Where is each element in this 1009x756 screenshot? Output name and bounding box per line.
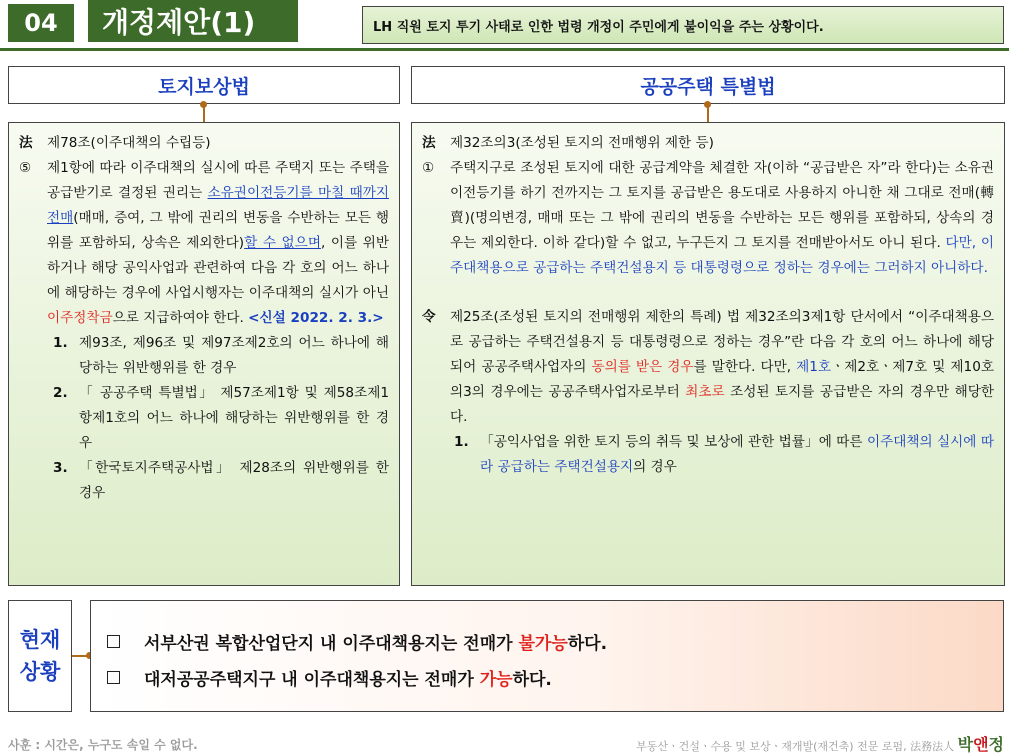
paragraph-text: 주택지구로 조성된 토지에 대한 공급계약을 체결한 자(이하 “공급받은 자”라 한다)는 소유권 이전등기를 하기 전까지는 그 토지를 공급받은 용도대로 사용하지 아니한 채 그대로 전매(轉賣)(명의변경, 매매 또는 그 밖에 권리의 변동을 수반하는 모든 행위를 포함하되, 상속의 경우는 제외한다. 이하 같다)할 수 없고, 누구든지 그 토지를 전매받아서도 아니 된다. 다만, 이주대책용으로 공급하는 주택건설용지 등 대통령령으로 정하는 경우에는 그러하지 아니하다.	[450, 160, 995, 276]
law-title-row	[19, 131, 389, 156]
firm-logo: 박앤정	[957, 735, 1004, 754]
checkbox-icon	[107, 635, 120, 648]
amendment-date: <신설 2022. 2. 3.>	[248, 310, 384, 326]
highlight-prohibition: 할 수 없으며	[244, 235, 321, 251]
public-housing-panel	[411, 122, 1005, 586]
law-title: 제32조의3(조성된 토지의 전매행위 제한 등)	[450, 135, 714, 151]
page-title: 개정제안(1)	[88, 0, 298, 42]
section-number: 04	[8, 4, 74, 42]
heading-public-housing-act: 공공주택 특별법	[411, 66, 1005, 104]
checkbox-icon	[107, 671, 120, 684]
status-row: 대저공공주택지구 내 이주대책용지는 전매가 가능하다.	[105, 659, 989, 695]
highlight-transfer-limit: 소유권이전등기를 마칠 때까지 전매	[47, 185, 389, 226]
company-motto: 사훈 : 시간은, 누구도 속일 수 없다.	[8, 738, 198, 752]
highlight-consent: 동의를 받은 경우	[591, 359, 694, 375]
right-connector-dot	[704, 101, 711, 108]
left-connector-dot	[200, 101, 207, 108]
land-compensation-panel	[8, 122, 400, 586]
heading-land-compensation-act: 토지보상법	[8, 66, 400, 104]
decree-mark: 令	[422, 309, 436, 325]
highlight-item-1: 제1호	[796, 359, 832, 375]
decree-text: 제25조(조성된 토지의 전매행위 제한의 특례) 법 제32조의3제1항 단서에서 “이주대책용으로 공급하는 주택건설용지 등 대통령령으로 정하는 경우”란 다음 각 호의 어느 하나에 해당되어 공공주택사업자의 동의를 받은 경우를 말한다. 다만, 제1호ㆍ제2호ㆍ제7호 및 제10호의3의 경우에는 공공주택사업자로부터 최초로 조성된 토지를 공급받은 자의 경우만 해당한다.	[450, 309, 995, 425]
paragraph-1	[422, 156, 994, 281]
status-impossible: 불가능	[518, 633, 568, 654]
header-divider	[0, 48, 1009, 51]
highlight-first: 최초로	[685, 384, 725, 400]
current-status-label: 현재 상황	[8, 600, 72, 712]
paragraph-text: 제1항에 따라 이주대책의 실시에 따른 주택지 또는 주택을 공급받기로 결정된 권리는 소유권이전등기를 마칠 때까지 전매(매매, 증여, 그 밖에 권리의 변동을 수반하는 모든 행위를 포함하되, 상속은 제외한다)할 수 없으며, 이를 위반하거나 해당 공익사업과 관련하여 다음 각 호의 어느 하나에 해당하는 경우에 사업시행자는 이주대책의 실시가 아닌 이주정착금으로 지급하여야 한다. <신설 2022. 2. 3.>	[47, 160, 389, 326]
highlight-exception: 다만, 이주대책용으로 공급하는 주택건설용지 등 대통령령으로 정하는 경우에는 그러하지 아니하다.	[450, 235, 995, 276]
highlight-relocation-land: 이주대책의 실시에 따라 공급하는 주택건설용지	[480, 434, 994, 475]
list-item: 1. 제93조, 제96조 및 제97조제2호의 어느 하나에 해당하는 위반행위를 한 경우	[53, 335, 389, 376]
law-mark: 法	[19, 135, 33, 151]
decree-row	[422, 305, 994, 430]
status-possible: 가능	[479, 669, 513, 690]
list-item: 3. 「한국토지주택공사법」 제28조의 위반행위를 한 경우	[53, 460, 389, 501]
paragraph-5	[19, 156, 389, 331]
current-status-box	[90, 600, 1004, 712]
paragraph-mark: ①	[422, 160, 435, 176]
summary-banner: LH 직원 토지 투기 사태로 인한 법령 개정이 주민에게 불이익을 주는 상황이다.	[362, 6, 1004, 44]
list-item: 1. 「공익사업을 위한 토지 등의 취득 및 보상에 관한 법률」에 따른 이주대책의 실시에 따라 공급하는 주택건설용지의 경우	[454, 434, 994, 475]
firm-tagline: 부동산ㆍ건설ㆍ수용 및 보상ㆍ재개발(재건축) 전문 로펌, 法務法人 박앤정	[636, 735, 1004, 754]
status-row: 서부산권 복합산업단지 내 이주대책용지는 전매가 불가능하다.	[105, 623, 989, 659]
law-title-row	[422, 131, 994, 156]
law-mark: 法	[422, 135, 436, 151]
list-item: 2. 「 공공주택 특별법」 제57조제1항 및 제58조제1항제1호의 어느 하나에 해당하는 위반행위를 한 경우	[53, 385, 389, 451]
highlight-settlement-money: 이주정착금	[47, 310, 113, 326]
law-title: 제78조(이주대책의 수립등)	[47, 135, 211, 151]
paragraph-mark: ⑤	[19, 160, 32, 176]
